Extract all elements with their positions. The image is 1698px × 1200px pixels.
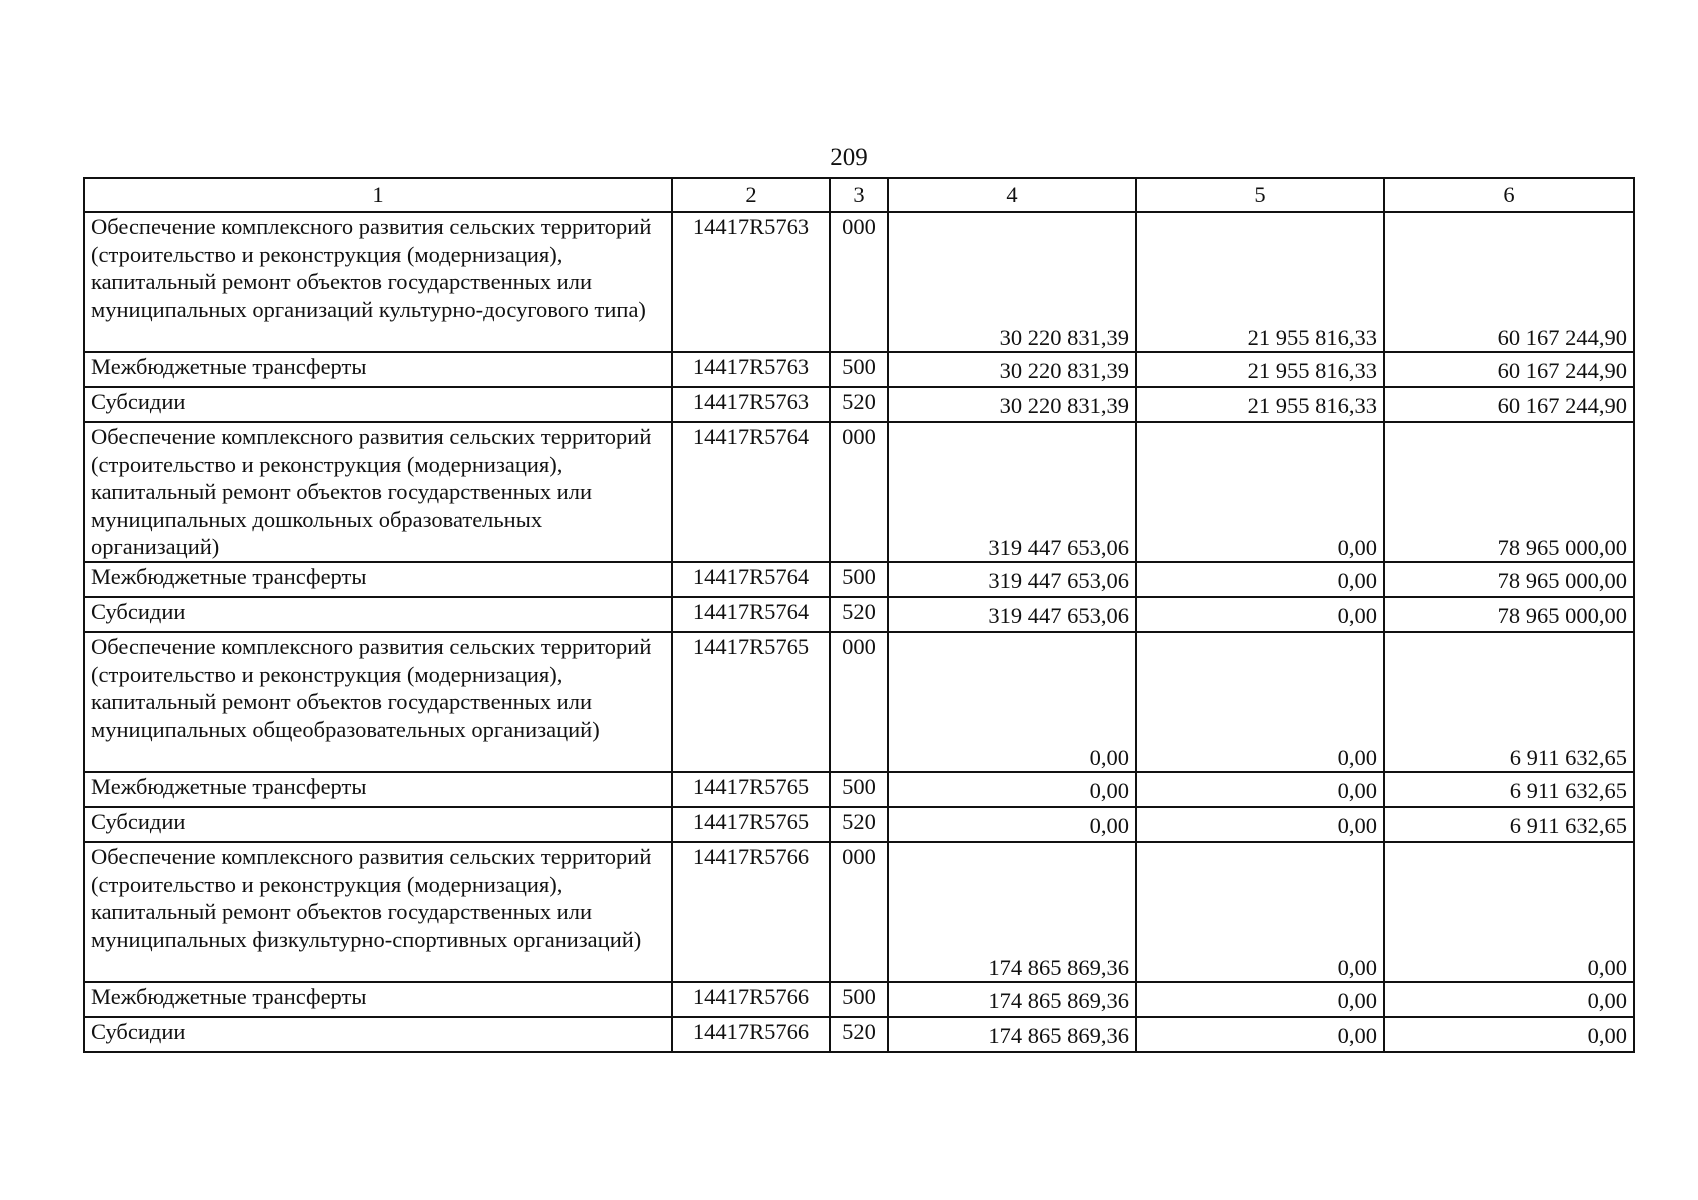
row-type-cell: 000: [830, 632, 888, 772]
row-name-cell: Субсидии: [84, 807, 672, 842]
row-value-5-cell: 21 955 816,33: [1136, 387, 1384, 422]
row-name-cell: Субсидии: [84, 597, 672, 632]
row-name-cell: Обеспечение комплексного развития сельских территорий (строительство и реконструкция (модернизация), капитальный ремонт объектов государственных или муниципальных физкультурно-спортивных организаций): [84, 842, 672, 982]
row-type-cell: 520: [830, 387, 888, 422]
table-header-row: [84, 178, 1634, 212]
header-cell: 2: [672, 178, 830, 212]
header-cell: 1: [84, 178, 672, 212]
table-row: [84, 842, 1634, 982]
row-value-4-cell: 30 220 831,39: [888, 352, 1136, 387]
row-value-4-cell: 174 865 869,36: [888, 982, 1136, 1017]
row-name-cell: Субсидии: [84, 1017, 672, 1052]
row-value-4-cell: 319 447 653,06: [888, 422, 1136, 562]
row-name-cell: Межбюджетные трансферты: [84, 772, 672, 807]
table-row: [84, 352, 1634, 387]
row-value-4-cell: 30 220 831,39: [888, 212, 1136, 352]
row-value-4-cell: 0,00: [888, 632, 1136, 772]
row-value-4-cell: 30 220 831,39: [888, 387, 1136, 422]
row-value-5-cell: 0,00: [1136, 562, 1384, 597]
table-body: [84, 178, 1634, 1052]
table-row: [84, 212, 1634, 352]
row-value-6-cell: 6 911 632,65: [1384, 632, 1634, 772]
row-value-5-cell: 0,00: [1136, 422, 1384, 562]
header-cell: 3: [830, 178, 888, 212]
table-row: [84, 597, 1634, 632]
row-value-6-cell: 78 965 000,00: [1384, 422, 1634, 562]
row-value-5-cell: 0,00: [1136, 632, 1384, 772]
row-value-6-cell: 0,00: [1384, 842, 1634, 982]
row-value-6-cell: 60 167 244,90: [1384, 352, 1634, 387]
row-value-5-cell: 0,00: [1136, 772, 1384, 807]
row-value-5-cell: 0,00: [1136, 842, 1384, 982]
row-code-cell: 14417R5765: [672, 772, 830, 807]
row-name-cell: Обеспечение комплексного развития сельских территорий (строительство и реконструкция (модернизация), капитальный ремонт объектов государственных или муниципальных общеобразовательных организаций): [84, 632, 672, 772]
row-value-6-cell: 6 911 632,65: [1384, 772, 1634, 807]
budget-table: [83, 177, 1635, 1053]
header-cell: 4: [888, 178, 1136, 212]
row-type-cell: 000: [830, 842, 888, 982]
row-value-6-cell: 78 965 000,00: [1384, 562, 1634, 597]
row-code-cell: 14417R5764: [672, 597, 830, 632]
row-type-cell: 500: [830, 352, 888, 387]
row-value-5-cell: 0,00: [1136, 597, 1384, 632]
row-code-cell: 14417R5763: [672, 212, 830, 352]
table-row: [84, 1017, 1634, 1052]
row-type-cell: 500: [830, 982, 888, 1017]
row-value-6-cell: 6 911 632,65: [1384, 807, 1634, 842]
row-value-4-cell: 319 447 653,06: [888, 562, 1136, 597]
row-name-cell: Обеспечение комплексного развития сельских территорий (строительство и реконструкция (модернизация), капитальный ремонт объектов государственных или муниципальных организаций культурно-досугового типа): [84, 212, 672, 352]
row-value-6-cell: 0,00: [1384, 1017, 1634, 1052]
row-value-4-cell: 319 447 653,06: [888, 597, 1136, 632]
row-type-cell: 000: [830, 422, 888, 562]
row-code-cell: 14417R5764: [672, 562, 830, 597]
table-row: [84, 562, 1634, 597]
row-type-cell: 520: [830, 597, 888, 632]
row-code-cell: 14417R5763: [672, 387, 830, 422]
row-code-cell: 14417R5766: [672, 982, 830, 1017]
row-type-cell: 500: [830, 562, 888, 597]
row-name-cell: Межбюджетные трансферты: [84, 352, 672, 387]
row-code-cell: 14417R5764: [672, 422, 830, 562]
row-value-4-cell: 0,00: [888, 807, 1136, 842]
page-number: 209: [830, 144, 868, 171]
table-row: [84, 387, 1634, 422]
table-row: [84, 807, 1634, 842]
table-row: [84, 772, 1634, 807]
row-code-cell: 14417R5766: [672, 842, 830, 982]
row-value-5-cell: 21 955 816,33: [1136, 212, 1384, 352]
row-name-cell: Обеспечение комплексного развития сельских территорий (строительство и реконструкция (модернизация), капитальный ремонт объектов государственных или муниципальных дошкольных образовательных организаций): [84, 422, 672, 562]
row-name-cell: Межбюджетные трансферты: [84, 562, 672, 597]
row-value-4-cell: 0,00: [888, 772, 1136, 807]
header-cell: 6: [1384, 178, 1634, 212]
table-row: [84, 422, 1634, 562]
row-code-cell: 14417R5766: [672, 1017, 830, 1052]
table-row: [84, 632, 1634, 772]
row-name-cell: Субсидии: [84, 387, 672, 422]
row-value-5-cell: 21 955 816,33: [1136, 352, 1384, 387]
row-code-cell: 14417R5763: [672, 352, 830, 387]
row-value-4-cell: 174 865 869,36: [888, 1017, 1136, 1052]
row-value-4-cell: 174 865 869,36: [888, 842, 1136, 982]
row-value-6-cell: 60 167 244,90: [1384, 387, 1634, 422]
row-type-cell: 520: [830, 1017, 888, 1052]
row-code-cell: 14417R5765: [672, 807, 830, 842]
row-type-cell: 500: [830, 772, 888, 807]
row-value-6-cell: 78 965 000,00: [1384, 597, 1634, 632]
row-name-cell: Межбюджетные трансферты: [84, 982, 672, 1017]
row-value-5-cell: 0,00: [1136, 982, 1384, 1017]
row-type-cell: 520: [830, 807, 888, 842]
row-value-5-cell: 0,00: [1136, 1017, 1384, 1052]
row-code-cell: 14417R5765: [672, 632, 830, 772]
row-value-6-cell: 60 167 244,90: [1384, 212, 1634, 352]
table-row: [84, 982, 1634, 1017]
header-cell: 5: [1136, 178, 1384, 212]
row-value-6-cell: 0,00: [1384, 982, 1634, 1017]
row-value-5-cell: 0,00: [1136, 807, 1384, 842]
row-type-cell: 000: [830, 212, 888, 352]
